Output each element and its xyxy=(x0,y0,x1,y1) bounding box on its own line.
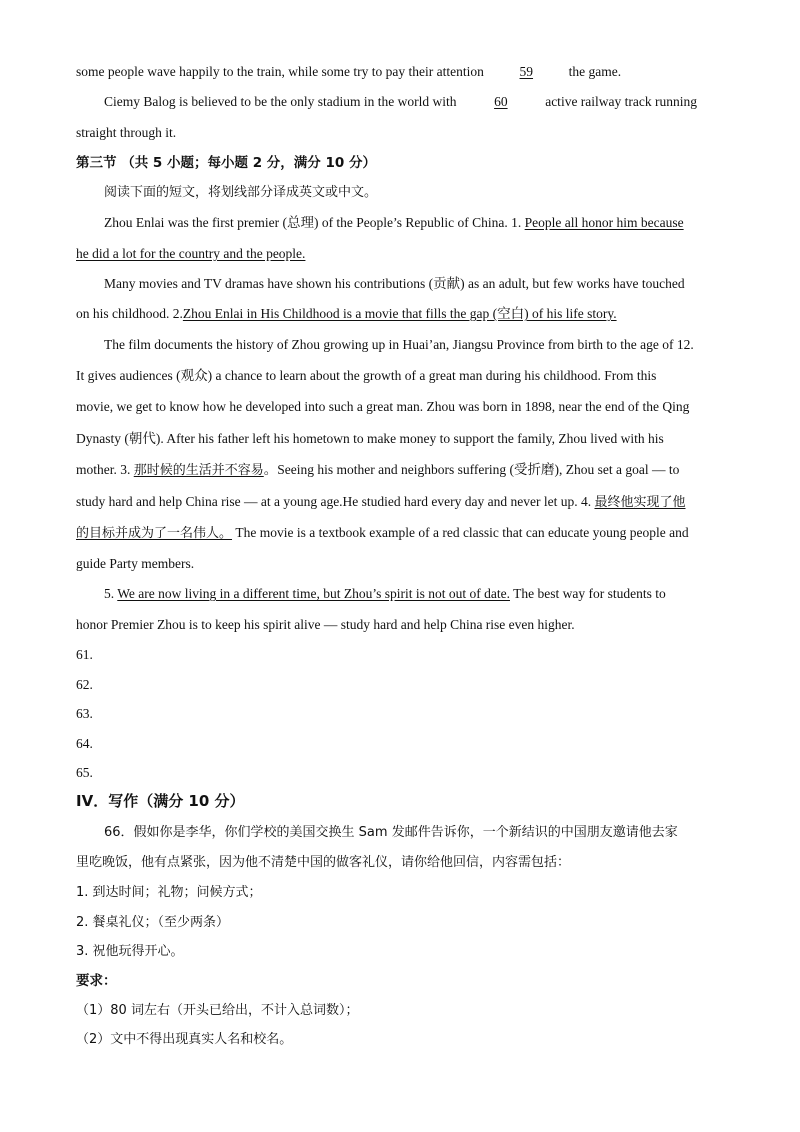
answer-line-64[interactable]: 64. xyxy=(76,736,93,751)
underlined-sentence-4-cont: 的目标并成为了一名伟人。 xyxy=(76,526,233,541)
blank-59[interactable]: 59 xyxy=(519,64,534,79)
passage-text: The movie is a textbook example of a red classic that can educate young people and xyxy=(235,525,689,540)
passage-text: The best way for students to xyxy=(513,586,666,601)
section-instruction: 阅读下面的短文，将划线部分译成英文或中文。 xyxy=(104,185,378,200)
underlined-sentence-3: 那时候的生活并不容易 xyxy=(133,463,264,478)
requirement-1: （1）80 词左右（开头已给出，不计入总词数）； xyxy=(76,1003,359,1018)
writing-item-2: 2. 餐桌礼仪；（至少两条） xyxy=(76,915,230,930)
passage-line: honor Premier Zhou is to keep his spirit alive — study hard and help China rise even higher. xyxy=(76,617,575,632)
passage-line xyxy=(76,524,689,543)
writing-heading: IV．写作（满分 10 分） xyxy=(76,792,245,810)
requirement-2: （2）文中不得出现真实人名和校名。 xyxy=(76,1032,293,1047)
passage-line: Many movies and TV dramas have shown his contributions (贡献) as an adult, but few works have touched xyxy=(104,276,685,291)
passage-line: straight through it. xyxy=(76,125,177,140)
writing-question: 66．假如你是李华，你们学校的美国交换生 Sam 发邮件告诉你，一个新结识的中国朋友邀请他去家 xyxy=(104,825,678,840)
passage-line xyxy=(104,93,697,111)
passage-line: movie, we get to know how he developed into such a great man. Zhou was born in 1898, near the end of the Qing xyxy=(76,399,690,414)
passage-line: It gives audiences (观众) a chance to learn about the growth of a great man during his childhood. From this xyxy=(76,368,657,383)
passage-text: 。Seeing his mother and neighbors suffering (受折磨), Zhou set a goal — to xyxy=(263,462,680,477)
requirements-label: 要求： xyxy=(76,973,117,989)
passage-line: Dynasty (朝代). After his father left his hometown to make money to support the family, Zhou lived with his xyxy=(76,431,664,446)
passage-text: some people wave happily to the train, while some try to pay their attention xyxy=(76,64,484,79)
passage-line: The film documents the history of Zhou growing up in Huai’an, Jiangsu Province from birth to the age of 12. xyxy=(104,337,694,352)
passage-line xyxy=(76,493,686,512)
writing-item-3: 3. 祝他玩得开心。 xyxy=(76,944,184,959)
answer-line-63[interactable]: 63. xyxy=(76,706,93,721)
underlined-sentence-1: People all honor him because xyxy=(524,215,684,230)
underlined-sentence-4: 最终他实现了他 xyxy=(594,495,686,510)
passage-text: on his childhood. 2. xyxy=(76,306,183,321)
answer-line-61[interactable]: 61. xyxy=(76,647,93,662)
underlined-sentence-5: We are now living in a different time, but Zhou’s spirit is not out of date. xyxy=(117,586,510,601)
answer-line-65[interactable]: 65. xyxy=(76,765,93,780)
passage-text: Zhou Enlai was the first premier (总理) of the People’s Republic of China. 1. xyxy=(104,215,522,230)
passage-line xyxy=(76,63,621,81)
passage-text: 5. xyxy=(104,586,115,601)
passage-text: mother. 3. xyxy=(76,462,131,477)
passage-line xyxy=(76,461,679,480)
passage-text: Ciemy Balog is believed to be the only stadium in the world with xyxy=(104,94,457,109)
passage-line xyxy=(76,305,617,323)
answer-line-62[interactable]: 62. xyxy=(76,677,93,692)
passage-line xyxy=(104,214,684,232)
passage-line xyxy=(104,585,666,603)
underlined-sentence-1-cont: he did a lot for the country and the people. xyxy=(76,246,306,261)
passage-text: study hard and help China rise — at a young age.He studied hard every day and never let up. 4. xyxy=(76,494,592,509)
underlined-sentence-2: Zhou Enlai in His Childhood is a movie that fills the gap (空白) of his life story. xyxy=(182,306,617,321)
passage-line: guide Party members. xyxy=(76,556,195,571)
section-heading: 第三节 （共 5 小题；每小题 2 分，满分 10 分） xyxy=(76,155,376,171)
passage-text: the game. xyxy=(568,64,622,79)
writing-question: 里吃晚饭，他有点紧张，因为他不清楚中国的做客礼仪，请你给他回信，内容需包括： xyxy=(76,855,571,870)
passage-text: active railway track running xyxy=(545,94,698,109)
writing-item-1: 1. 到达时间；礼物；问候方式； xyxy=(76,885,262,900)
blank-60[interactable]: 60 xyxy=(494,94,508,109)
